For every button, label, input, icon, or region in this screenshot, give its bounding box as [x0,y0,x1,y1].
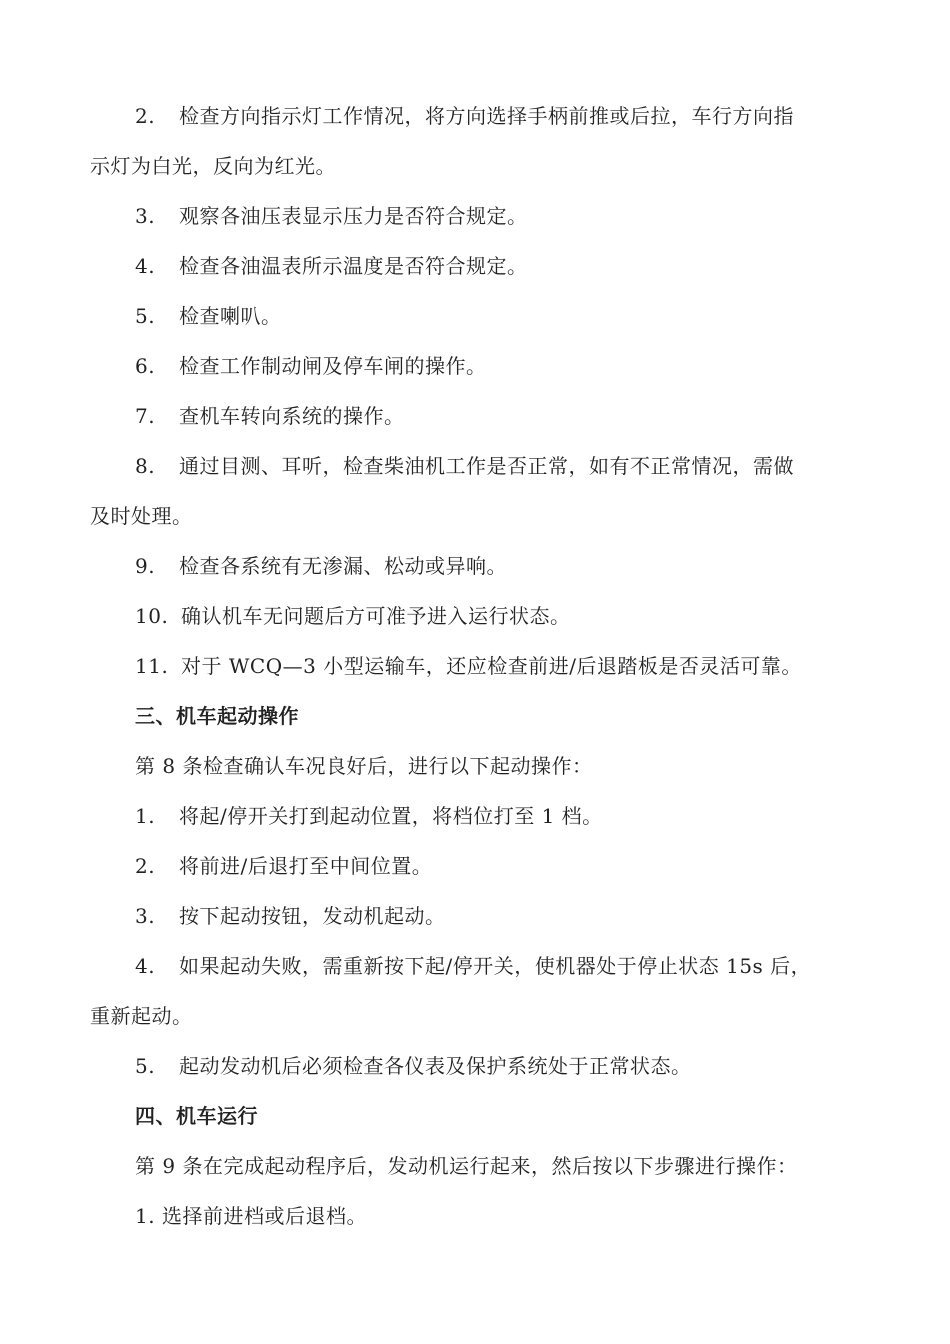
item-text: 检查各系统有无渗漏、松动或异响。 [179,554,507,578]
run-step-1: 1. 选择前进档或后退档。 [135,1204,367,1228]
item-text: 将前进/后退打至中间位置。 [179,854,433,878]
list-item-2-continuation: 示灯为白光，反向为红光。 [90,154,336,178]
item-number: 4. [135,954,156,978]
list-item-6 [135,353,487,379]
list-item-3 [135,203,528,229]
section-heading-3: 三、机车起动操作 [135,704,299,728]
list-item-9 [135,553,507,579]
item-number: 11. [135,654,169,678]
item-text: 检查工作制动闸及停车闸的操作。 [179,354,487,378]
item-text: 检查各油温表所示温度是否符合规定。 [179,254,528,278]
item-number: 2. [135,854,156,878]
list-item-4 [135,253,528,279]
item-number: 3. [135,204,156,228]
item-number: 1. [135,804,156,828]
item-number: 3. [135,904,156,928]
item-text: 查机车转向系统的操作。 [179,404,405,428]
start-step-5 [135,1053,692,1079]
list-item-8-continuation: 及时处理。 [90,504,193,528]
start-step-1 [135,803,603,829]
item-number: 7. [135,404,156,428]
list-item-7 [135,403,405,429]
item-text: 如果起动失败，需重新按下起/停开关，使机器处于停止状态 15s 后， [179,954,812,978]
item-number: 5. [135,1054,156,1078]
list-item-5 [135,303,282,329]
start-step-3 [135,903,446,929]
item-text: 通过目测、耳听，检查柴油机工作是否正常，如有不正常情况，需做 [179,454,794,478]
list-item-11 [135,653,802,679]
list-item-10 [135,603,571,629]
article-9-paragraph: 第 9 条在完成起动程序后，发动机运行起来，然后按以下步骤进行操作： [135,1154,798,1178]
item-number: 9. [135,554,156,578]
item-text: 确认机车无问题后方可准予进入运行状态。 [181,604,571,628]
item-number: 5. [135,304,156,328]
list-item-8 [135,453,794,479]
item-text: 按下起动按钮，发动机起动。 [179,904,446,928]
item-number: 10. [135,604,169,628]
item-number: 8. [135,454,156,478]
start-step-2 [135,853,432,879]
list-item-2 [135,103,794,129]
item-text: 检查方向指示灯工作情况，将方向选择手柄前推或后拉，车行方向指 [179,104,794,128]
item-text: 检查喇叭。 [179,304,282,328]
item-text: 将起/停开关打到起动位置，将档位打至 1 档。 [179,804,603,828]
item-number: 6. [135,354,156,378]
start-step-4 [135,953,811,979]
item-number: 2. [135,104,156,128]
start-step-4-continuation: 重新起动。 [90,1004,193,1028]
section-heading-4: 四、机车运行 [135,1104,258,1128]
item-text: 起动发动机后必须检查各仪表及保护系统处于正常状态。 [179,1054,692,1078]
item-text: 对于 WCQ—3 小型运输车，还应检查前进/后退踏板是否灵活可靠。 [181,654,802,678]
item-text: 观察各油压表显示压力是否符合规定。 [179,204,528,228]
article-8-paragraph: 第 8 条检查确认车况良好后，进行以下起动操作： [135,754,593,778]
item-number: 4. [135,254,156,278]
